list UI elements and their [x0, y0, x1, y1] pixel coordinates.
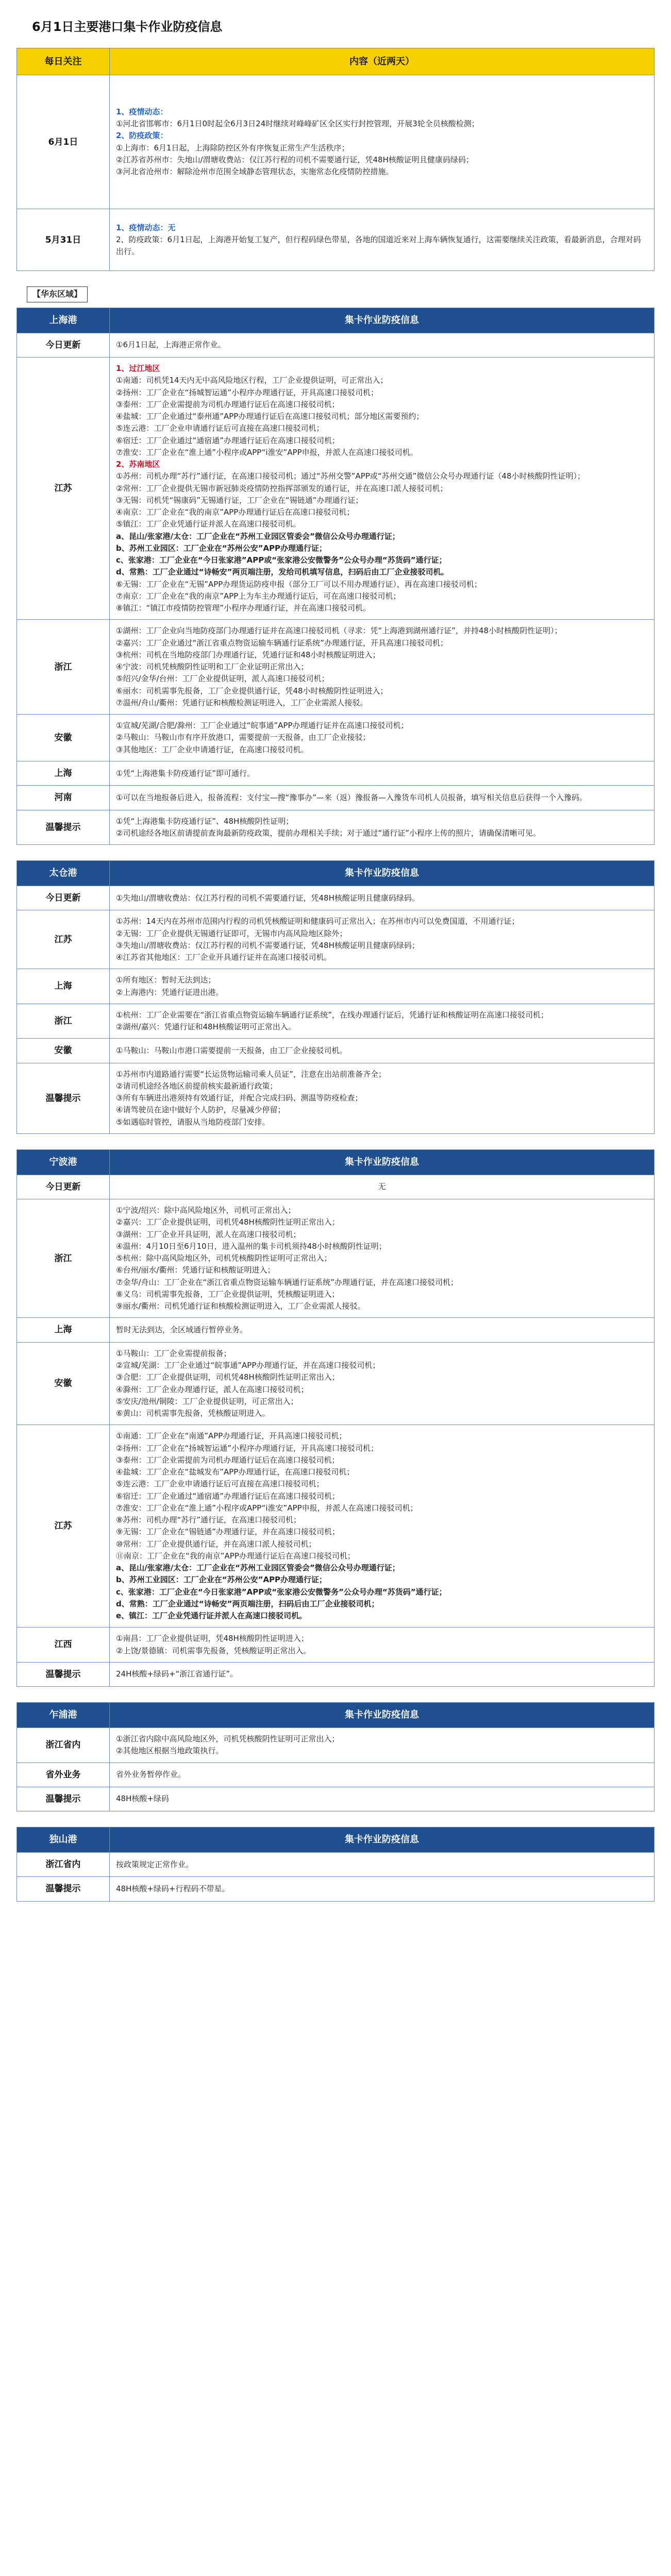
today-label: 今日更新	[17, 1175, 110, 1199]
port-header	[17, 308, 655, 333]
content-line: 2、苏南地区	[116, 460, 160, 469]
zhapu-port-table	[16, 1702, 655, 1811]
content-line: ⑤连云港：工厂企业申请通行证后可直接在高速口接驳司机；	[116, 423, 324, 433]
content-line: ③无锡：司机凭“锡康码”无锡通行证，工厂企业在“锡链通”办理通行证；	[116, 495, 363, 505]
region-row	[17, 1728, 655, 1763]
region-content	[110, 1628, 655, 1663]
content-line: 2、防疫政策：6月1日起，上海港开始复工复产，但行程码绿色带星，各地的国道近来对上海车辆恢复通行，这需要继续关注政策，看最新消息，合理对码出行。	[116, 235, 641, 257]
today-update-row	[17, 1175, 655, 1199]
content-line: ②请司机途经各地区前提前核实最新通行政策；	[116, 1081, 278, 1091]
content-line: ⑦温州/舟山/衢州：凭通行证和核酸检测证明进入，工厂企业需派人接驳。	[116, 698, 368, 707]
content-line: 2、防疫政策：	[116, 131, 168, 141]
content-line: 24H核酸+绿码+“浙江省通行证”。	[116, 1669, 238, 1679]
content-line: ①宣城/芜湖/合肥/滁州：工厂企业通过“皖事通”APP办理通行证并在高速口接驳司机；	[116, 721, 409, 731]
content-line: ①南昌：工厂企业提供证明，凭48H核酸阴性证明进入；	[116, 1634, 309, 1643]
today-label: 今日更新	[17, 886, 110, 910]
region-section-label: 【华东区域】	[27, 286, 88, 302]
content-line: ①苏州市内道路通行需要“长运货物运输司乘人员证”，注意在出站前准备齐全；	[116, 1069, 386, 1079]
content-line: 1、疫情动态：无	[116, 223, 176, 232]
content-line: 1、过江地区	[116, 364, 160, 374]
row-date: 5月31日	[17, 209, 110, 271]
region-content	[110, 1039, 655, 1063]
content-line: ③泰州：工厂企业需提前为司机办理通行证后在高速口接驳司机；	[116, 1455, 340, 1465]
region-content	[110, 810, 655, 845]
region-name: 省外业务	[17, 1762, 110, 1787]
content-line: ①苏州：14天内在苏州市范围内行程的司机凭核酸证明和健康码可正常出入；在苏州市内可以免费国道，不用通行证；	[116, 917, 519, 926]
row-content	[110, 75, 655, 209]
content-line: ②无锡：工厂企业提供无锡通行证即可，无锡市内高风险地区除外；	[116, 928, 347, 938]
content-line: ⑪南京：工厂企业在“我的南京”APP办理通行证后在高速口接驳司机；	[116, 1551, 355, 1561]
region-row	[17, 715, 655, 761]
content-line: ⑧义乌：司机需事先报备，工厂企业提供证明，凭核酸证明进入；	[116, 1289, 340, 1299]
region-name: 江西	[17, 1628, 110, 1663]
content-line: ①所有地区：暂时无法到达；	[116, 975, 216, 985]
region-row	[17, 358, 655, 620]
content-line: ⑧苏州：司机办理“苏行”通行证，在高速口接驳司机；	[116, 1515, 301, 1525]
content-line: ②扬州：工厂企业在“扬城智运通”小程序办理通行证，开具高速口接驳司机；	[116, 1443, 378, 1453]
region-name: 浙江省内	[17, 1728, 110, 1763]
taicang-port-table	[16, 860, 655, 1134]
daily-focus-row	[17, 75, 655, 209]
content-line: b、苏州工业园区：工厂企业在“苏州公安”APP办理通行证；	[116, 1575, 327, 1585]
region-content	[110, 910, 655, 969]
content-line: ⑤镇江：工厂企业凭通行证并派人在高速口接驳司机。	[116, 519, 301, 529]
content-line: ⑦淮安：工厂企业在“淮上通”小程序或APP“i淮安”APP申报，并派人在高速口接驳司机；	[116, 1503, 418, 1513]
region-name: 浙江	[17, 1004, 110, 1039]
row-content	[110, 209, 655, 271]
region-name: 温馨提示	[17, 1063, 110, 1133]
region-row	[17, 1342, 655, 1425]
region-row	[17, 1318, 655, 1342]
region-content	[110, 358, 655, 620]
content-line: ①苏州：司机办理“苏行”通行证，在高速口接驳司机；通过“苏州交警”APP或“苏州交通”微信公众号办理通行证（48小时核酸阴性证明）；	[116, 471, 585, 481]
content-line: ②嘉兴：工厂企业通过“浙江省重点物资运输车辆通行证系统”办理通行证，开具高速口接驳司机；	[116, 638, 448, 648]
region-content	[110, 1318, 655, 1342]
region-content	[110, 620, 655, 715]
content-line: ⑤绍兴/金华/台州：工厂企业提供证明，派人高速口接驳司机；	[116, 674, 329, 684]
region-content	[110, 1425, 655, 1628]
content-line: ②其他地区根据当地政策执行。	[116, 1746, 224, 1756]
page-title: 6月1日主要港口集卡作业防疫信息	[32, 20, 223, 34]
port-name: 独山港	[17, 1827, 110, 1853]
region-content	[110, 1199, 655, 1318]
port-name: 太仓港	[17, 861, 110, 886]
content-line: ⑥宿迁：工厂企业通过“通宿通”办理通行证后在高速口接驳司机；	[116, 1491, 340, 1501]
content-line: ⑥台州/丽水/衢州：凭通行证和核酸证明进入；	[116, 1265, 275, 1275]
content-line: ③其他地区：工厂企业申请通行证，在高速口接驳司机。	[116, 744, 309, 754]
region-row	[17, 786, 655, 810]
header-col1: 每日关注	[17, 48, 110, 75]
content-line: ②扬州：工厂企业在“扬城智运通”小程序办理通行证，开具高速口接驳司机；	[116, 387, 378, 397]
region-content	[110, 1728, 655, 1763]
content-line: ④南京：工厂企业在“我的南京”APP办理通行证后在高速口接驳司机；	[116, 507, 355, 517]
content-line: ④盐城：工厂企业通过“泰州通”APP办理通行证后在高速口接驳司机；部分地区需要预约；	[116, 412, 424, 421]
port-name: 上海港	[17, 308, 110, 333]
content-line: ⑥宿迁：工厂企业通过“通宿通”办理通行证后在高速口接驳司机；	[116, 435, 340, 445]
region-name: 安徽	[17, 1039, 110, 1063]
content-line: c、张家港：工厂企业在“今日张家港”APP或“张家港公安微警务”公众号办理“苏货码”通行证；	[116, 1587, 447, 1597]
region-name: 温馨提示	[17, 1877, 110, 1901]
region-name: 江苏	[17, 1425, 110, 1628]
today-update-row	[17, 333, 655, 357]
port-header	[17, 1703, 655, 1728]
port-header	[17, 861, 655, 886]
content-line: ②上饶/景德镇：司机需事先报备，凭核酸证明正常出入。	[116, 1646, 311, 1655]
content-line: ②宣城/芜湖：工厂企业通过“皖事通”APP办理通行证，并在高速口接驳司机；	[116, 1361, 380, 1370]
content-line: ①上海市：6月1日起，上海除防控区外有序恢复正常生产生活秩序；	[116, 143, 349, 152]
region-content	[110, 786, 655, 810]
port-heading: 集卡作业防疫信息	[110, 308, 655, 333]
region-row	[17, 1199, 655, 1318]
region-content	[110, 1762, 655, 1787]
row-date: 6月1日	[17, 75, 110, 209]
region-row	[17, 1853, 655, 1877]
region-content	[110, 1787, 655, 1811]
content-line: ⑧镇江：“镇江市疫情防控管理”小程序办理通行证，并在高速口接驳司机。	[116, 603, 371, 613]
region-content	[110, 1662, 655, 1686]
content-line: ③失地山/渭塘收费站：仅江苏行程的司机不需要通行证，凭48H核酸证明且健康码绿码；	[116, 940, 420, 950]
content-line: ①湖州：工厂企业向当地防疫部门办理通行证并在高速口接驳司机（寻求：凭“上海港到湖州通行证”，并持48小时核酸阴性证明）；	[116, 626, 562, 636]
content-line: ①凭“上海港集卡防疫通行证”、48H核酸阴性证明；	[116, 816, 294, 826]
region-name: 安徽	[17, 715, 110, 761]
region-content	[110, 1877, 655, 1901]
content-line: ④温州：4月10日至6月10日，进入温州的集卡司机须持48小时核酸阴性证明；	[116, 1241, 387, 1251]
content-line: ⑩常州：工厂企业提供通行证，并在高速口派人接驳司机；	[116, 1539, 316, 1549]
region-row	[17, 761, 655, 785]
content-line: d、常熟：工厂企业通过“诗畅安”两页端注册，发给司机填写信息，扫码后由工厂企业接驳司机。	[116, 567, 449, 577]
dushan-port-table	[16, 1827, 655, 1902]
content-line: ②司机途经各地区前请提前查询最新防疫政策，提前办理相关手续；对于通过“通行证”小程序上传的照片，请确保清晰可见。	[116, 828, 541, 838]
content-line: b、苏州工业园区：工厂企业在“苏州公安”APP办理通行证；	[116, 543, 327, 553]
region-name: 江苏	[17, 358, 110, 620]
region-row	[17, 910, 655, 969]
region-name: 浙江	[17, 1199, 110, 1318]
content-line: e、镇江：工厂企业凭通行证并派人在高速口接驳司机。	[116, 1611, 307, 1621]
header-col2: 内容（近两天）	[110, 48, 655, 75]
port-name: 乍浦港	[17, 1703, 110, 1728]
ningbo-port-table	[16, 1149, 655, 1687]
shanghai-port-table	[16, 308, 655, 845]
region-name: 温馨提示	[17, 1787, 110, 1811]
content-line: ⑦金华/舟山：工厂企业在“浙江省重点物资运输车辆通行证系统”办理通行证，并在高速口接驳司机；	[116, 1277, 459, 1287]
region-row	[17, 1425, 655, 1628]
region-name: 安徽	[17, 1342, 110, 1425]
content-line: ①南通：司机凭14天内无中高风险地区行程，工厂企业提供证明，可正常出入；	[116, 376, 388, 385]
region-name: 上海	[17, 969, 110, 1004]
today-update-row	[17, 886, 655, 910]
content-line: ④盐城：工厂企业在“盐城发布”APP办理通行证，在高速口接驳司机；	[116, 1467, 355, 1477]
region-content	[110, 1004, 655, 1039]
region-name: 河南	[17, 786, 110, 810]
content-line: 暂时无法到达，全区域通行暂停业务。	[116, 1325, 248, 1335]
region-content	[110, 761, 655, 785]
content-line: 省外业务暂停作业。	[116, 1770, 186, 1780]
content-line: ⑨丽水/衢州：司机凭通行证和核酸检测证明进入，工厂企业需派人接驳。	[116, 1301, 365, 1311]
region-row	[17, 1762, 655, 1787]
region-row	[17, 1628, 655, 1663]
region-row	[17, 620, 655, 715]
content-line: ①马鞍山：马鞍山市港口需要提前一天报备，由工厂企业接驳司机。	[116, 1045, 347, 1055]
content-line: ③河北省沧州市：解除沧州市范围全域静态管理状态，实施常态化疫情防控措施。	[116, 167, 394, 177]
today-content: ①失地山/渭塘收费站：仅江苏行程的司机不需要通行证，凭48H核酸证明且健康码绿码。	[110, 886, 655, 910]
region-name: 上海	[17, 761, 110, 785]
content-line: ⑥丽水：司机需事先报备，工厂企业提供通行证，凭48小时核酸阴性证明进入；	[116, 686, 388, 696]
region-name: 江苏	[17, 910, 110, 969]
region-row	[17, 1787, 655, 1811]
content-line: ①可以在当地报备后进入，报备流程：支付宝—搜“豫事办”—来（返）豫报备—入豫货车司机人员报备，填写相关信息后获得一个入豫码。	[116, 792, 587, 802]
today-content: ①6月1日起，上海港正常作业。	[110, 333, 655, 357]
content-line: ⑥黄山：司机需事先报备，凭核酸证明进入。	[116, 1409, 270, 1418]
region-row	[17, 1662, 655, 1686]
port-heading: 集卡作业防疫信息	[110, 1149, 655, 1175]
content-line: ⑥无锡：工厂企业在“无锡”APP办理货运防疫申报（部分工厂可以不用办理通行证），再在高速口接驳司机；	[116, 579, 482, 589]
content-line: ②江苏省苏州市：失地山/渭塘收费站：仅江苏行程的司机不需要通行证，凭48H核酸证明且健康码绿码；	[116, 155, 474, 164]
port-heading: 集卡作业防疫信息	[110, 861, 655, 886]
content-line: ⑤安庆/池州/铜陵：工厂企业提供证明，可正常出入；	[116, 1396, 298, 1406]
content-line: ④滁州：工厂企业办理通行证，派人在高速口接驳司机；	[116, 1384, 309, 1394]
content-line: ③所有车辆进出港须持有效通行证，并配合完成扫码、测温等防疫检查；	[116, 1093, 363, 1103]
content-line: ②湖州/嘉兴：凭通行证和48H核酸证明可正常出入。	[116, 1022, 296, 1032]
region-name: 上海	[17, 1318, 110, 1342]
content-line: a、昆山/张家港/太仓：工厂企业在“苏州工业园区管委会”微信公众号办理通行证；	[116, 531, 400, 541]
port-header	[17, 1149, 655, 1175]
port-header	[17, 1827, 655, 1853]
content-line: ①宁波/绍兴：除中高风险地区外，司机可正常出入；	[116, 1206, 296, 1215]
content-line: ②上海港内：凭通行证进出港。	[116, 987, 224, 997]
content-line: ④江苏省其他地区：工厂企业开具通行证并在高速口接驳司机。	[116, 953, 332, 962]
content-line: ①河北省邯郸市：6月1日0时起全6月3日24时继续对峰峰矿区全区实行封控管理，开展3轮全员核酸检测；	[116, 119, 479, 129]
content-line: 48H核酸+绿码+行程码不带星。	[116, 1884, 230, 1894]
region-content	[110, 715, 655, 761]
content-line: ⑤杭州：除中高风险地区外，司机凭核酸阴性证明可正常出入；	[116, 1253, 332, 1263]
today-label: 今日更新	[17, 333, 110, 357]
content-line: ②常州：工厂企业提供无锡市新冠肺炎疫情防控指挥部颁发的通行证，并在高速口派人接驳司机；	[116, 483, 448, 493]
region-row	[17, 969, 655, 1004]
content-line: ③合肥：工厂企业提供证明，司机凭48H核酸阴性证明正常出入；	[116, 1372, 340, 1382]
region-row	[17, 1039, 655, 1063]
today-content: 无	[110, 1175, 655, 1199]
region-content	[110, 1063, 655, 1133]
region-name: 浙江省内	[17, 1853, 110, 1877]
content-line: ⑦淮安：工厂企业在“淮上通”小程序或APP“i淮安”APP申报，并派人在高速口接驳司机。	[116, 447, 418, 457]
daily-focus-header	[17, 48, 655, 75]
region-content	[110, 1853, 655, 1877]
content-line: ②马鞍山：马鞍山市有序开放港口，需要提前一天报备，由工厂企业接驳；	[116, 733, 371, 742]
content-line: ⑨无锡：工厂企业在“锡链通”办理通行证，并在高速口接驳司机；	[116, 1527, 340, 1537]
content-line: d、常熟：工厂企业通过“诗畅安”两页端注册，扫码后由工厂企业接驳司机；	[116, 1599, 379, 1608]
content-line: 1、疫情动态：	[116, 107, 168, 116]
port-heading: 集卡作业防疫信息	[110, 1703, 655, 1728]
region-row	[17, 810, 655, 845]
content-line: a、昆山/张家港/太仓：工厂企业在“苏州工业园区管委会”微信公众号办理通行证；	[116, 1563, 400, 1573]
content-line: ③泰州：工厂企业需提前为司机办理通行证后在高速口接驳司机；	[116, 399, 340, 409]
content-line: 按政策规定正常作业。	[116, 1859, 194, 1869]
daily-focus-row	[17, 209, 655, 271]
content-line: ①浙江省内除中高风险地区外，司机凭核酸阴性证明可正常出入；	[116, 1734, 340, 1744]
region-name: 浙江	[17, 620, 110, 715]
content-line: ①南通：工厂企业在“南通”APP办理通行证，开具高速口接驳司机；	[116, 1431, 347, 1441]
content-line: 48H核酸+绿码	[116, 1794, 169, 1804]
content-line: ③湖州：工厂企业开具证明，派人在高速口接驳司机；	[116, 1229, 301, 1239]
content-line: ④请驾驶员在途中做好个人防护，尽量减少停留；	[116, 1105, 286, 1115]
port-name: 宁波港	[17, 1149, 110, 1175]
port-heading: 集卡作业防疫信息	[110, 1827, 655, 1853]
content-line: ①杭州：工厂企业需要在“浙江省重点物资运输车辆通行证系统”，在线办理通行证后，凭通行证和核酸证明在高速口接驳司机；	[116, 1010, 548, 1020]
region-name: 温馨提示	[17, 810, 110, 845]
region-row	[17, 1877, 655, 1901]
region-row	[17, 1063, 655, 1133]
content-line: ③杭州：司机在当地防疫部门办理通行证，凭通行证和48小时核酸证明进入；	[116, 650, 380, 659]
region-content	[110, 969, 655, 1004]
content-line: ⑤连云港：工厂企业申请通行证后可直接在高速口接驳司机；	[116, 1479, 324, 1489]
region-name: 温馨提示	[17, 1662, 110, 1686]
content-line: ①凭“上海港集卡防疫通行证”即可通行。	[116, 768, 255, 778]
region-content	[110, 1342, 655, 1425]
daily-focus-table	[16, 48, 655, 271]
content-line: ⑤如遇临时管控，请服从当地防疫部门安排。	[116, 1117, 270, 1127]
content-line: ①马鞍山：工厂企业需提前报备；	[116, 1348, 231, 1358]
content-line: ④宁波：司机凭核酸阴性证明和工厂企业证明正常出入；	[116, 662, 309, 672]
content-line: c、张家港：工厂企业在“今日张家港”APP或“张家港公安微警务”公众号办理“苏货码”通行证；	[116, 555, 447, 565]
region-row	[17, 1004, 655, 1039]
content-line: ②嘉兴：工厂企业提供证明，司机凭48H核酸阴性证明正常出入；	[116, 1217, 340, 1227]
content-line: ⑦南京：工厂企业在“我的南京”APP上为车主办理通行证后，可在高速口接驳司机；	[116, 591, 401, 601]
